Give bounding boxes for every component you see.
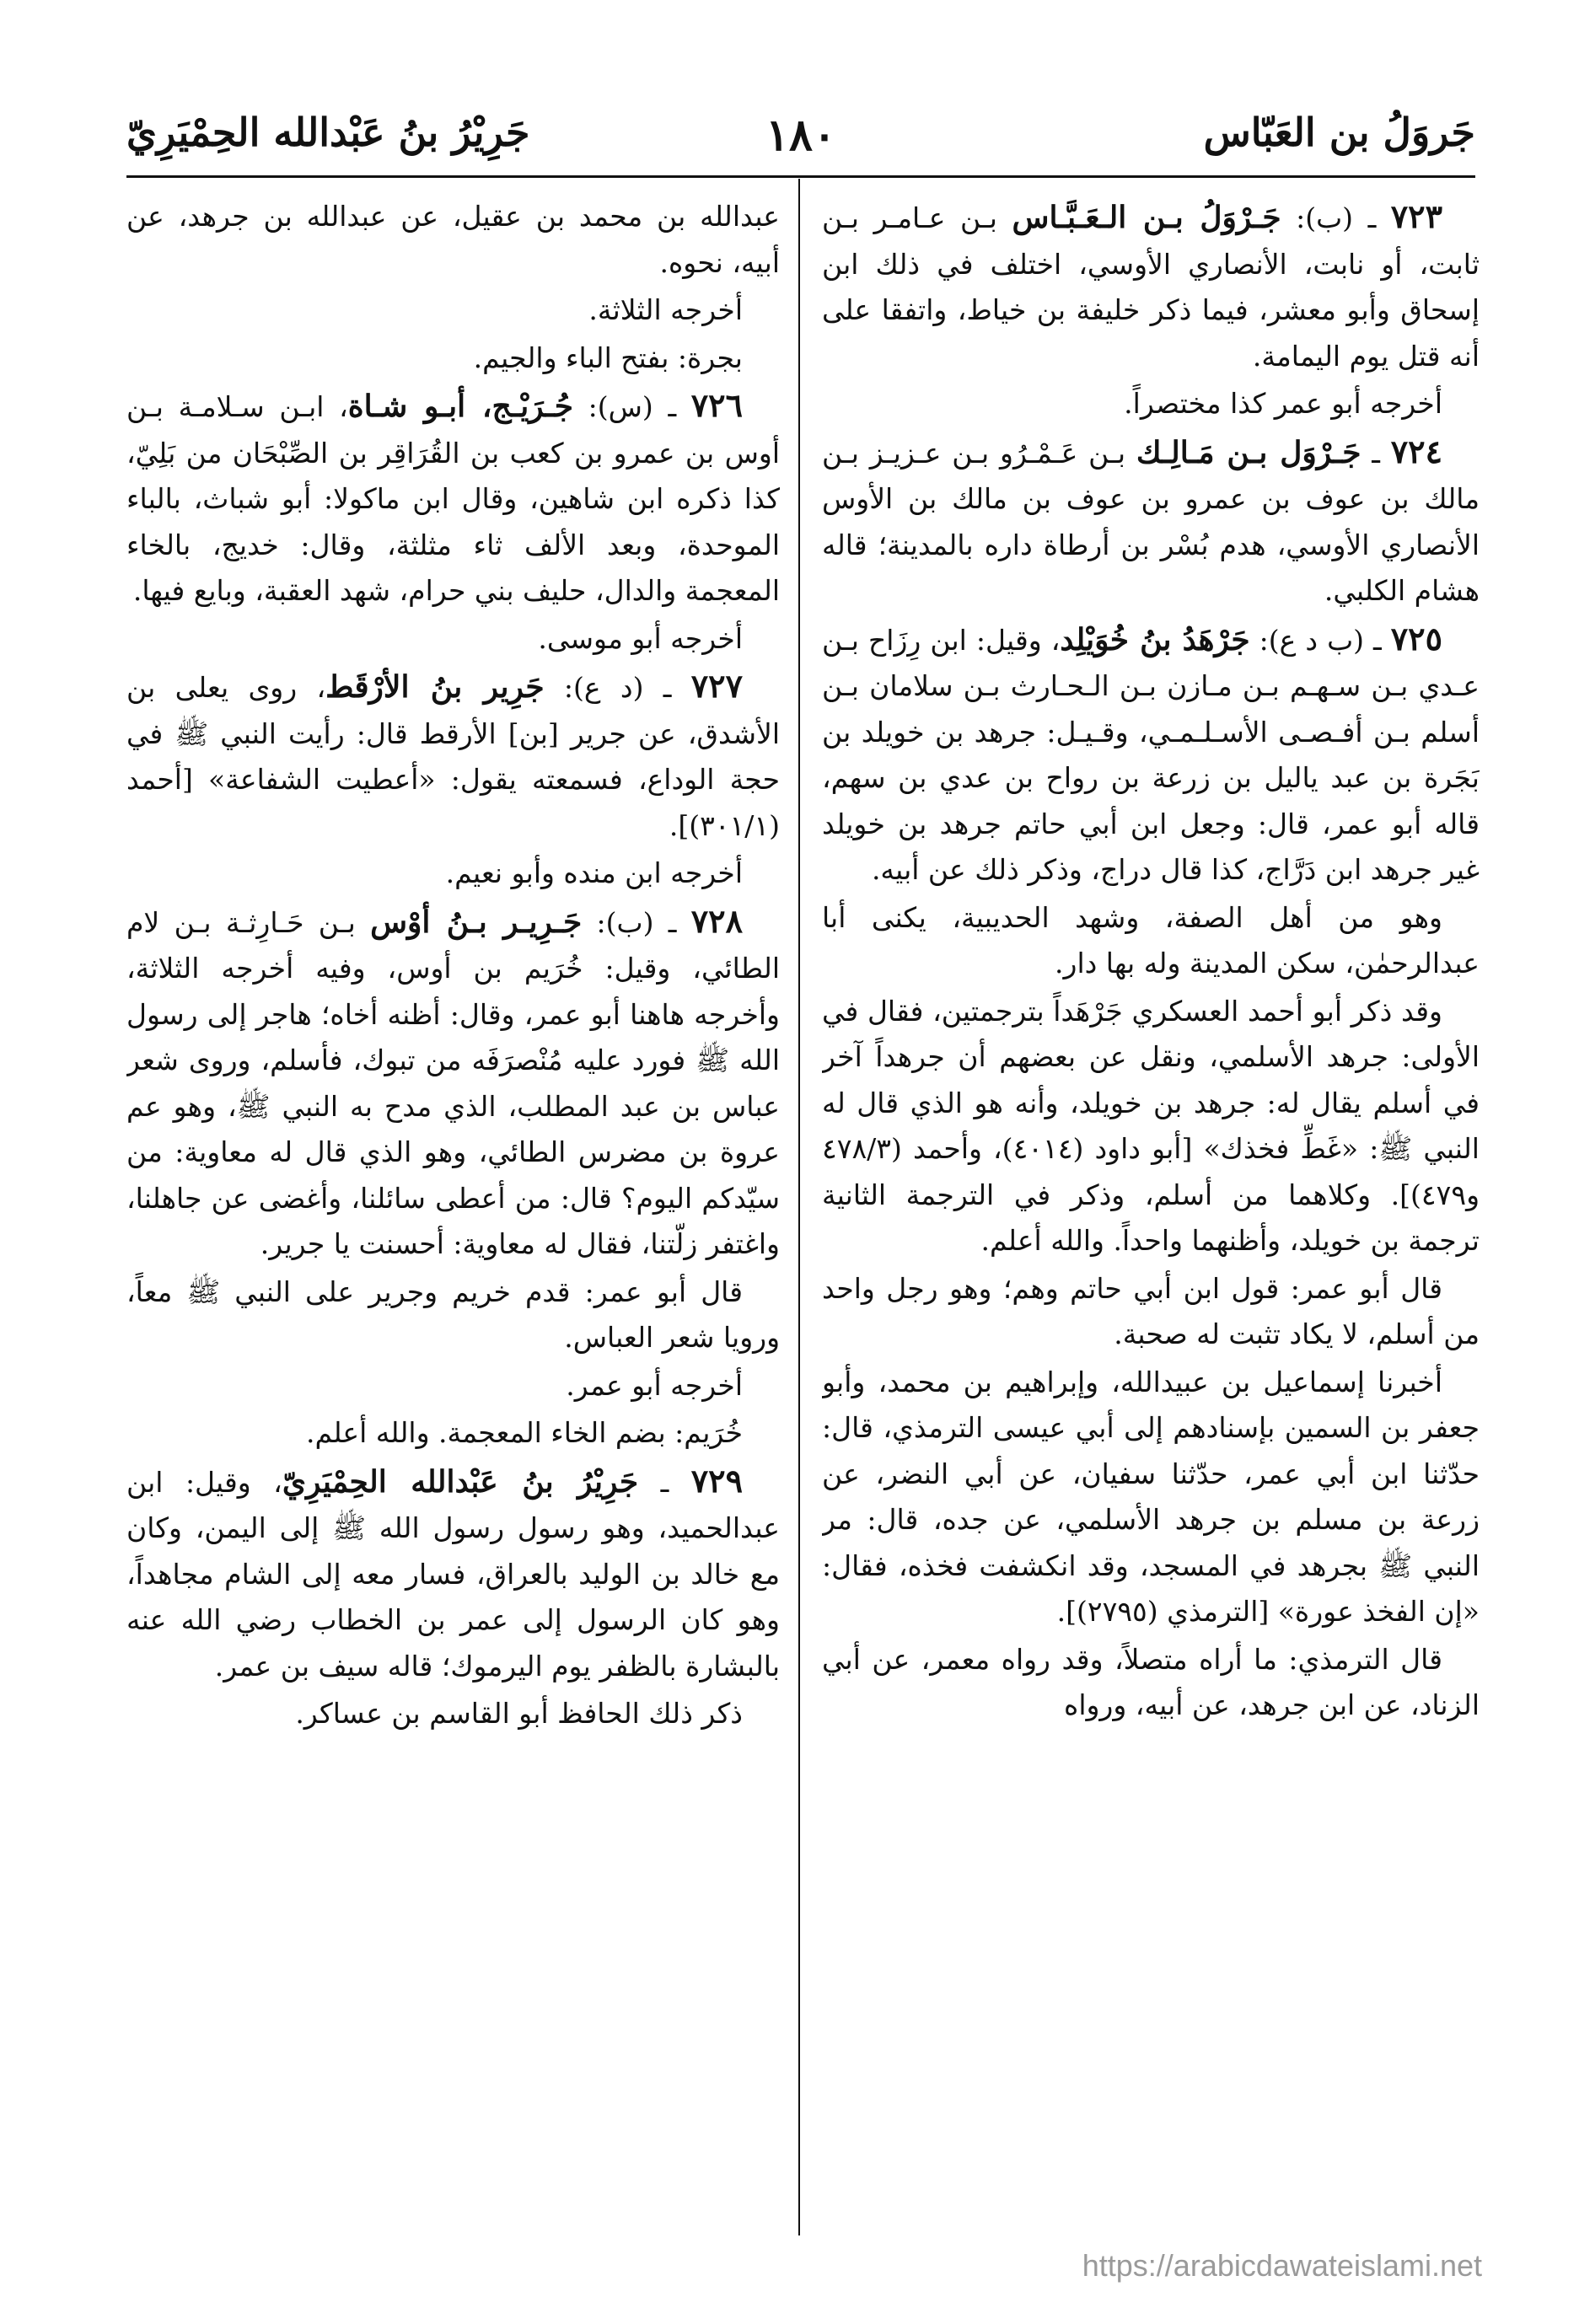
entry-note: أخرجه ابن منده وأبو نعيم. <box>445 856 743 889</box>
left-column <box>126 194 780 2251</box>
entry-note: أخرجه الثلاثة. <box>588 293 743 326</box>
entry-726: ٧٢٦ ـ (س): جُـرَيْـج، أبـو شـاة، ابـن سـلامـة بـن أوس بن عمرو بن كعب بن القُرَاقِر بن الصِّبْحَان من بَلِيّ، كذا ذكره ابن شاهين، وقال ابن ماكولا: أبو شباث، بالباء الموحدة، وبعد الألف ثاء مثلثة، وقال: خديج، بالخاء المعجمة والدال، حليف بني حرام، شهد العقبة، وبايع فيها. <box>126 386 780 607</box>
entry-note: أخرجه أبو موسى. <box>538 621 743 655</box>
entry-728: ٧٢٨ ـ (ب): جَـرِيـر بـنُ أوْس بـن حَـارِثـة بـن لام الطائي، وقيل: خُرَيم بن أوس، وفيه أخرجه الثلاثة، وأخرجه هاهنا أبو عمر، وقال: أظنه أخاه؛ هاجر إلى رسول الله ﷺ فورد عليه مُنْصرَفَه من تبوك، فأسلم، وروى شعر عباس بن عبد المطلب، الذي مدح به النبي ﷺ، وهو عم عروة بن مضرس الطائي، وهو الذي قال له معاوية: من سيّدكم اليوم؟ قال: من أعطى سائلنا، وأغضى عن جاهلنا، واغتفر زلّتنا، فقال له معاوية: أحسنت يا جرير. <box>126 901 780 1260</box>
column-divider <box>798 179 800 2235</box>
entry-note: خُرَيم: بضم الخاء المعجمة. والله أعلم. <box>306 1416 743 1449</box>
entry-727: ٧٢٧ ـ (د ع): جَرِير بنُ الأرْقَط، روى يعلى بن الأشدق، عن جرير [بن] الأرقط قال: رأيت النبي ﷺ في حجة الوداع، فسمعته يقول: «أعطيت الشفاعة» [أحمد (٣٠١/١)]. <box>126 667 780 842</box>
body-paragraph: عبدالله بن محمد بن عقيل، عن عبدالله بن جرهد، عن أبيه، نحوه. <box>126 200 780 279</box>
right-column <box>822 194 1480 2251</box>
body-paragraph: ذكر ذلك الحافظ أبو القاسم بن عساكر. <box>295 1697 743 1730</box>
body-paragraph: قال الترمذي: ما أراه متصلاً، وقد رواه معمر، عن أبي الزناد، عن ابن جرهد، عن أبيه، ورواه <box>822 1642 1480 1721</box>
entry-725: ٧٢٥ ـ (ب د ع): جَرْهَدُ بنُ خُوَيْلِد، وقيل: ابن رِزَاح بـن عـدي بـن سـهـم بـن مـازن بـن الـحـارث بـن سلامان بـن أسلم بـن أفـصـى الأسـلـمـي، وقـيـل: جرهد بن خويلد بن بَجَرة بن عبد ياليل بن زرعة بن رواح بن عدي بن سهم، قاله أبو عمر، قال: وجعل ابن أبي حاتم جرهد بن خويلد غير جرهد ابن دَرَّاج، كذا قال دراج، وذكر ذلك عن أبيه. <box>822 619 1480 886</box>
entry-729: ٧٢٩ ـ جَرِيْرُ بنُ عَبْدالله الحِمْيَرِيّ، وقيل: ابن عبدالحميد، وهو رسول رسول الله ﷺ إلى اليمن، وكان مع خالد بن الوليد بالعراق، فسار معه إلى الشام مجاهداً، وهو كان الرسول إلى عمر بن الخطاب رضي الله عنه بالبشارة بالظفر يوم اليرموك؛ قاله سيف بن عمر. <box>126 1461 780 1683</box>
entry-723: ٧٢٣ ـ (ب): جَـرْوَلُ بـن الـعَـبَّـاس بـن عـامـر بـن ثابت، أو نابت، الأنصاري الأوسي، اختلف في ذلك ابن إسحاق وأبو معشر، فيما ذكر خليفة بن خياط، واتفقا على أنه قتل يوم اليمامة. <box>822 197 1480 373</box>
body-paragraph: قال أبو عمر: قدم خريم وجرير على النبي ﷺ معاً، ورويا شعر العباس. <box>126 1275 780 1354</box>
body-paragraph: وقد ذكر أبو أحمد العسكري جَرْهَداً بترجمتين، فقال في الأولى: جرهد الأسلمي، ونقل عن بعضهم أن جرهداً آخر في أسلم يقال له: جرهد بن خويلد، وأنه هو الذي قال له النبي ﷺ: «غَطِّ فخذك» [أبو داود (٤٠١٤)، وأحمد (٤٧٨/٣ و٤٧٩)]. وكلاهما من أسلم، وذكر في الترجمة الثانية ترجمة بن خويلد، وأظنهما واحداً. والله أعلم. <box>822 994 1480 1257</box>
body-paragraph: أخبرنا إسماعيل بن عبيدالله، وإبراهيم بن محمد، وأبو جعفر بن السمين بإسنادهم إلى أبي عيسى الترمذي، قال: حدّثنا ابن أبي عمر، حدّثنا سفيان، عن أبي النضر، عن زرعة بن مسلم بن جرهد الأسلمي، عن جده، قال: مر النبي ﷺ بجرهد في المسجد، وقد انكشفت فخذه، فقال: «إن الفخذ عورة» [الترمذي (٢٧٩٥)]. <box>822 1365 1480 1628</box>
page-number: ١٨٠ <box>765 110 836 161</box>
entry-724: ٧٢٤ ـ جَـرْوَل بـن مَـالِـك بـن عَـمْـرُو بـن عـزيـز بـن مالك بن عوف بن عمرو بن عوف بن مالك بن الأوس الأنصاري الأوسي، هدم بُسْر بن أرطاة داره بالمدينة؛ قاله هشام الكلبي. <box>822 432 1480 607</box>
header-rule <box>126 175 1475 178</box>
header-left-title: جَرِيْرُ بنُ عَبْدالله الحِمْيَرِيّ <box>126 110 530 155</box>
entry-note: أخرجه أبو عمر. <box>566 1368 743 1402</box>
body-paragraph: قال أبو عمر: قول ابن أبي حاتم وهم؛ وهو رجل واحد من أسلم، لا يكاد تثبت له صحبة. <box>822 1271 1480 1350</box>
header-right-title: جَروَلُ بن العَبّاس <box>1203 110 1475 155</box>
body-paragraph: وهو من أهل الصفة، وشهد الحديبية، يكنى أبا عبدالرحمٰن، سكن المدينة وله بها دار. <box>822 900 1480 980</box>
entry-note: بجرة: بفتح الباء والجيم. <box>473 341 743 374</box>
running-header <box>126 101 1475 177</box>
watermark-url: https://arabicdawateislami.net <box>1082 2248 1482 2283</box>
entry-note: أخرجه أبو عمر كذا مختصراً. <box>1124 387 1442 420</box>
